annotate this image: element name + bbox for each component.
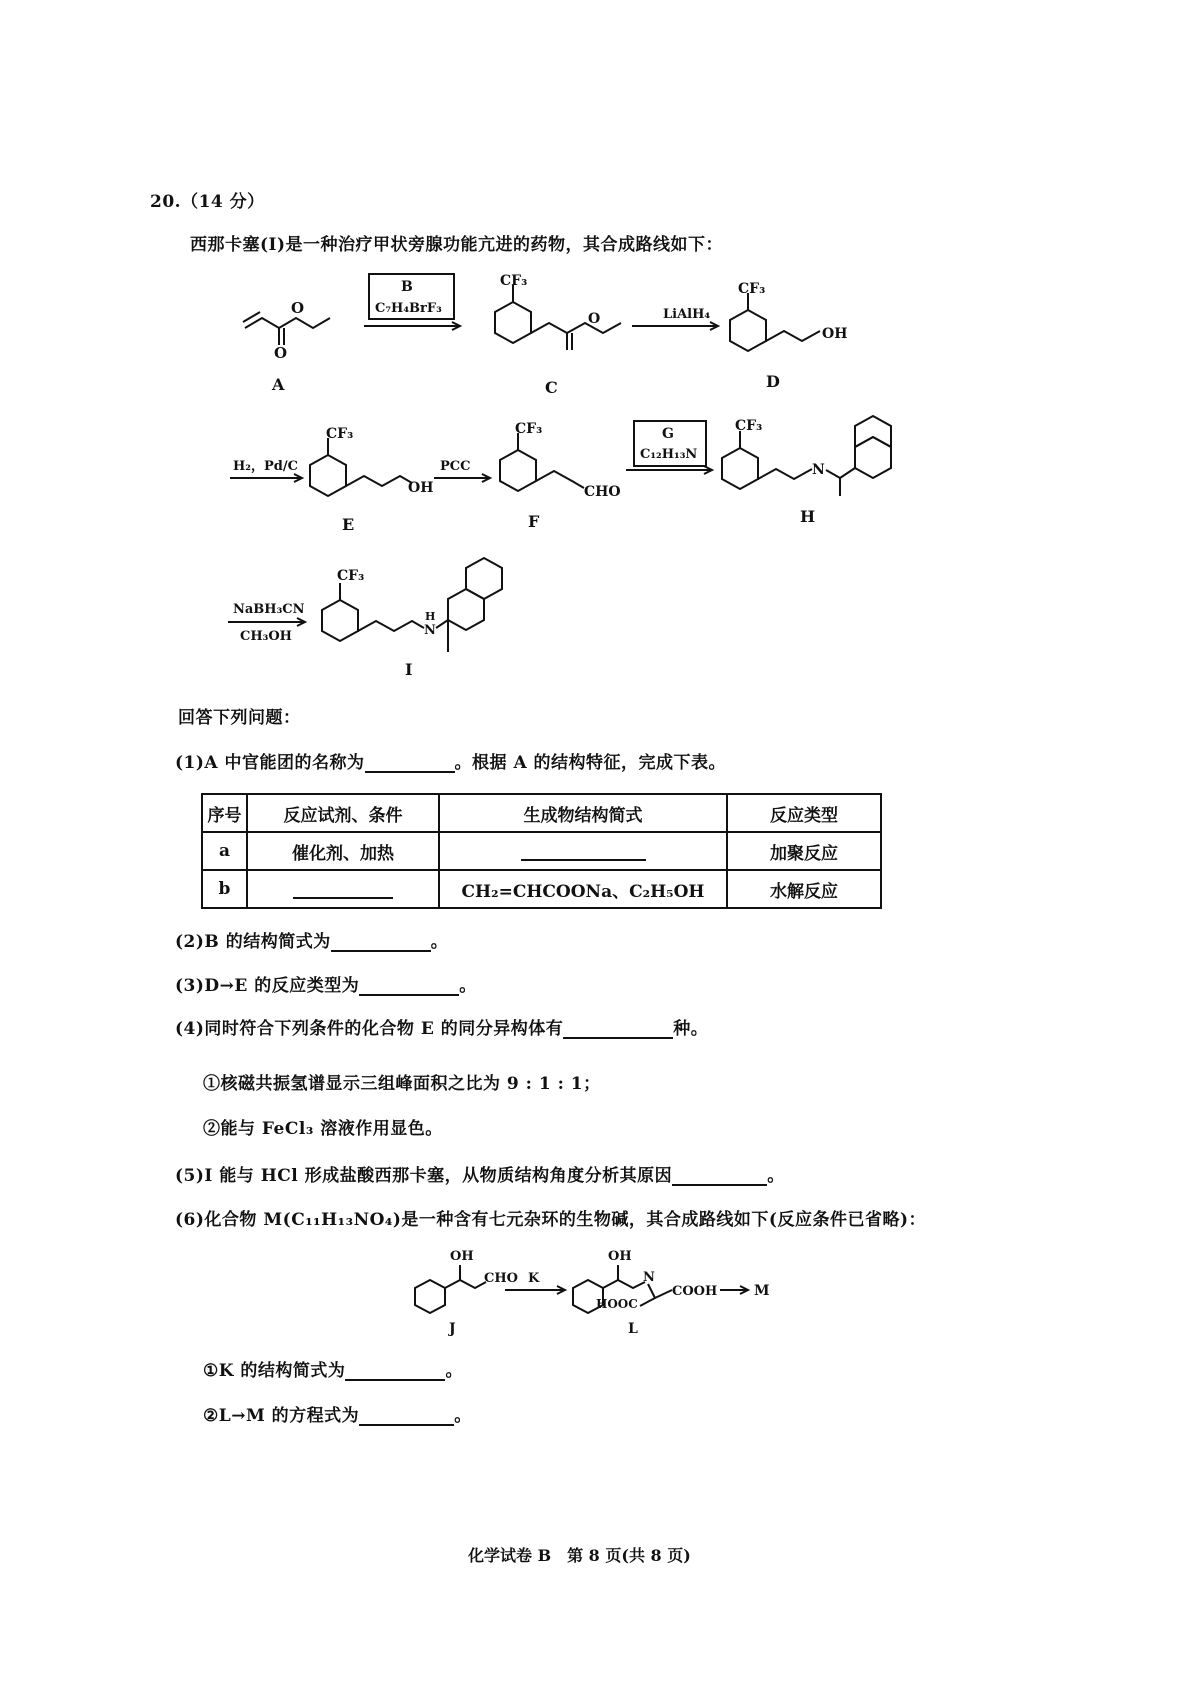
compound-E — [310, 426, 433, 534]
q5-period: 。 — [767, 1166, 785, 1186]
q3-blank[interactable] — [359, 994, 459, 996]
atom-N: N — [424, 623, 436, 638]
q5-text: (5)I 能与 HCl 形成盐酸西那卡塞，从物质结构角度分析其原因 — [175, 1166, 673, 1186]
row-conditions-blank[interactable] — [293, 879, 393, 899]
group-OH: OH — [450, 1249, 474, 1264]
header-cell: 反应类型 — [727, 794, 881, 832]
q3-text: (3)D→E 的反应类型为 — [175, 976, 360, 996]
q6-sub-1 — [203, 1356, 463, 1381]
group-OH: OH — [608, 1249, 632, 1264]
q4-condition-2: ②能与 FeCl₃ 溶液作用显色。 — [203, 1119, 443, 1139]
group-HOOC: HOOC — [596, 1297, 638, 1311]
row-product: CH₂=CHCOONa、C₂H₅OH — [439, 870, 727, 908]
question-intro: 西那卡塞(I)是一种治疗甲状旁腺功能亢进的药物，其合成路线如下： — [190, 235, 724, 255]
reagent-PCC: PCC — [440, 459, 471, 474]
q6-sub-2 — [203, 1401, 472, 1426]
label-F: F — [528, 512, 540, 531]
atom-H: H — [425, 610, 436, 623]
q2-period: 。 — [430, 932, 449, 952]
q6-sub2-period: 。 — [454, 1406, 472, 1426]
reagent-LiAlH4: LiAlH₄ — [663, 307, 711, 322]
q6-sub1-blank[interactable] — [345, 1379, 445, 1381]
atom-O: O — [274, 344, 288, 362]
q6-sub1-text: ①K 的结构简式为 — [203, 1361, 346, 1381]
compound-C — [495, 273, 621, 397]
atom-N: N — [643, 1270, 655, 1285]
question-5 — [175, 1161, 785, 1186]
compound-L — [573, 1249, 717, 1337]
q6-sub2-text: ②L→M 的方程式为 — [203, 1406, 360, 1426]
reagent-G-formula: C₁₂H₁₃N — [640, 447, 698, 462]
compound-H — [722, 416, 891, 526]
q4-condition-1: ①核磁共振氢谱显示三组峰面积之比为 9 : 1 : 1； — [203, 1074, 601, 1094]
group-CF3: CF₃ — [515, 421, 543, 437]
row-id: a — [202, 832, 247, 870]
reagent-CH3OH: CH₃OH — [240, 629, 292, 644]
row-id: b — [202, 870, 247, 908]
question-number: 20.（14 分） — [150, 192, 265, 212]
q1-text-a: (1)A 中官能团的名称为 — [175, 753, 365, 773]
group-CF3: CF₃ — [500, 273, 528, 289]
synthesis-scheme — [0, 0, 1200, 700]
question-6: (6)化合物 M(C₁₁H₁₃NO₄)是一种含有七元杂环的生物碱，其合成路线如下(反应条件已省略)： — [175, 1210, 926, 1230]
group-OH: OH — [822, 326, 848, 342]
reagent-B-formula: C₇H₄BrF₃ — [375, 301, 442, 316]
header-cell: 反应试剂、条件 — [247, 794, 439, 832]
reagent-B-label: B — [401, 279, 413, 295]
group-CHO: CHO — [484, 1271, 518, 1286]
row-conditions-cell — [247, 870, 439, 908]
row-conditions: 催化剂、加热 — [247, 832, 439, 870]
q4-text-b: 种。 — [673, 1019, 709, 1039]
q2-text: (2)B 的结构简式为 — [175, 932, 331, 952]
label-I: I — [405, 660, 413, 679]
q1-blank[interactable] — [365, 771, 455, 773]
reagent-K: K — [528, 1271, 540, 1286]
table-row — [202, 832, 881, 870]
question-4 — [175, 1014, 708, 1039]
label-H: H — [800, 507, 816, 526]
q4-blank[interactable] — [563, 1037, 673, 1039]
q2-blank[interactable] — [331, 950, 431, 952]
label-M: M — [754, 1283, 770, 1299]
compound-I — [322, 558, 502, 679]
label-A: A — [272, 375, 285, 394]
question-3 — [175, 971, 477, 996]
compound-D — [730, 281, 847, 391]
atom-O: O — [291, 299, 305, 317]
answer-prompt: 回答下列问题： — [178, 708, 301, 728]
q1-text-b: 。根据 A 的结构特征，完成下表。 — [454, 753, 727, 773]
row-product-blank[interactable] — [521, 841, 646, 861]
reaction-table — [201, 793, 882, 909]
group-OH: OH — [408, 480, 434, 496]
q6-sub1-period: 。 — [445, 1361, 463, 1381]
group-COOH: COOH — [672, 1284, 718, 1299]
group-CHO: CHO — [584, 484, 621, 500]
q3-period: 。 — [459, 976, 477, 996]
q6-sub2-blank[interactable] — [359, 1424, 454, 1426]
label-C: C — [545, 378, 558, 397]
page-footer: 化学试卷 B 第 8 页(共 8 页) — [468, 1546, 691, 1565]
table-row — [202, 870, 881, 908]
reagent-NaBH3CN: NaBH₃CN — [233, 602, 305, 617]
question-2 — [175, 927, 448, 952]
q6-scheme — [380, 1240, 800, 1340]
row-type: 水解反应 — [727, 870, 881, 908]
label-J: J — [449, 1321, 456, 1337]
reagent-H2: H₂，Pd/C — [233, 459, 298, 474]
atom-O: O — [588, 311, 601, 327]
group-CF3: CF₃ — [337, 568, 365, 584]
atom-N: N — [812, 462, 825, 478]
question-1 — [175, 748, 726, 773]
q4-text-a: (4)同时符合下列条件的化合物 E 的同分异构体有 — [175, 1019, 564, 1039]
table-header-row — [202, 794, 881, 832]
row-product-cell — [439, 832, 727, 870]
reagent-G-label: G — [662, 426, 674, 442]
label-L: L — [628, 1321, 638, 1337]
label-E: E — [342, 515, 355, 534]
label-D: D — [766, 372, 780, 391]
group-CF3: CF₃ — [738, 281, 766, 297]
compound-A — [243, 299, 330, 394]
header-cell: 生成物结构简式 — [439, 794, 727, 832]
group-CF3: CF₃ — [326, 426, 354, 442]
compound-J — [415, 1249, 518, 1337]
row-type: 加聚反应 — [727, 832, 881, 870]
header-cell: 序号 — [202, 794, 247, 832]
compound-F — [500, 421, 621, 531]
group-CF3: CF₃ — [735, 418, 763, 434]
q5-blank[interactable] — [672, 1184, 767, 1186]
